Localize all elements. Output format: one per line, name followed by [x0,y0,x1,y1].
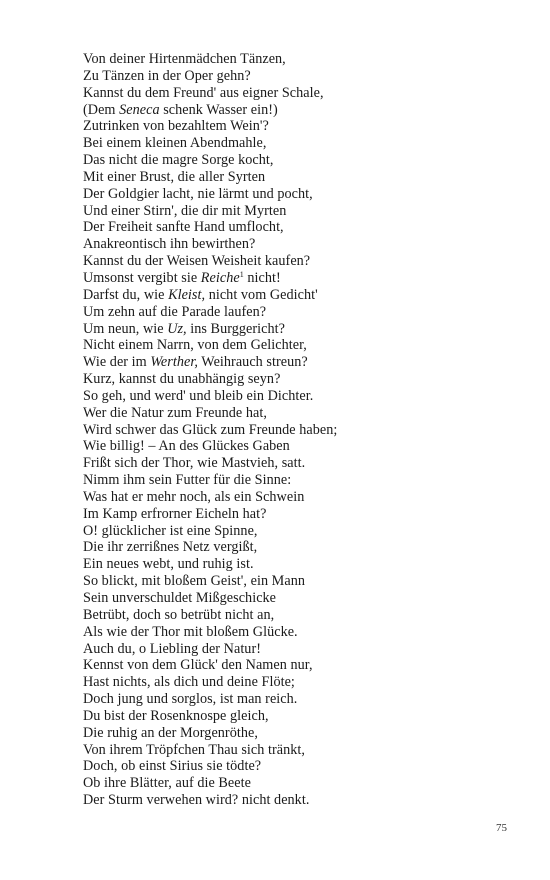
poem-line [83,539,337,556]
line-text: Kannst du dem Freund' aus eigner Schale, [83,84,324,101]
line-text: Hast nichts, als dich und deine Flöte; [83,674,295,691]
poem-line [83,270,337,287]
line-text: Betrübt, doch so betrübt nicht an, [83,606,275,623]
line-text: Auch du, o Liebling der Natur! [83,640,262,657]
poem-line [83,51,337,68]
poem-line [83,152,337,169]
poem-line [83,337,337,354]
poem-line [83,775,337,792]
line-text: Kannst du der Weisen Weisheit kaufen? [83,253,311,270]
poem-line [83,219,337,236]
line-text: Um neun, wie [83,320,168,337]
poem-line [83,135,337,152]
italic-name: Werther, [150,354,198,371]
poem-line [83,388,337,405]
line-text: (Dem [83,101,120,118]
line-text: Im Kamp erfrorner Eicheln hat? [83,505,267,522]
line-text: Der Sturm verwehen wird? nicht denkt. [83,792,310,809]
line-text: Als wie der Thor mit bloßem Glücke. [83,623,298,640]
line-text: Nicht einem Narrn, von dem Gelichter, [83,337,307,354]
line-text: So geh, und werd' und bleib ein Dichter. [83,387,314,404]
poem-line [83,523,337,540]
line-text: nicht vom Gedicht' [205,286,318,303]
line-text: Darfst du, wie [83,286,169,303]
line-text: Umsonst vergibt sie [83,269,201,286]
line-text: Der Goldgier lacht, nie lärmt und pocht, [83,185,313,202]
footnote-marker: 1 [239,269,244,279]
line-text: Der Freiheit sanfte Hand umflocht, [83,219,284,236]
poem-line [83,371,337,388]
poem-line [83,573,337,590]
poem-line [83,590,337,607]
poem-line [83,489,337,506]
line-text: O! glücklicher ist eine Spinne, [83,522,258,539]
line-text: nicht! [243,269,281,286]
line-text: Kennst von dem Glück' den Namen nur, [83,657,313,674]
poem-line [83,758,337,775]
poem-line [83,321,337,338]
line-text: Doch, ob einst Sirius sie tödte? [83,758,262,775]
line-text: Ob ihre Blätter, auf die Beete [83,775,251,792]
line-text: Von deiner Hirtenmädchen Tänzen, [83,51,286,67]
poem-line [83,287,337,304]
line-text: Zu Tänzen in der Oper gehn? [83,67,251,84]
poem-line [83,691,337,708]
poem-line [83,792,337,809]
italic-name: Seneca [119,101,160,118]
poem-line [83,68,337,85]
line-text: So blickt, mit bloßem Geist', ein Mann [83,573,305,590]
line-text: Weihrauch streun? [197,354,308,371]
poem-line [83,674,337,691]
line-text: Wer die Natur zum Freunde hat, [83,404,267,421]
line-text: ins Burggericht? [186,320,285,337]
line-text: Du bist der Rosenknospe gleich, [83,707,269,724]
poem-line [83,641,337,658]
page-number: 75 [496,822,507,834]
line-text: Sein unverschuldet Mißgeschicke [83,590,277,606]
poem-line [83,742,337,759]
line-text: Wie der im [83,354,151,371]
line-text: Zutrinken von bezahltem Wein'? [83,118,269,135]
line-text: schenk Wasser ein!) [159,101,278,118]
line-text: Die ruhig an der Morgenröthe, [83,724,258,741]
italic-name: Kleist, [168,286,206,303]
poem-line [83,657,337,674]
poem-line [83,607,337,624]
line-text: Was hat er mehr noch, als ein Schwein [83,488,305,505]
poem-line [83,624,337,641]
poem-line [83,455,337,472]
line-text: Anakreontisch ihn bewirthen? [83,236,256,253]
poem-line [83,556,337,573]
poem-line [83,253,337,270]
poem-text [83,51,337,809]
poem-line [83,472,337,489]
line-text: Wie billig! – An des Glückes Gaben [83,438,290,455]
line-text: Das nicht die magre Sorge kocht, [83,152,274,169]
poem-line [83,405,337,422]
poem-line [83,304,337,321]
poem-line [83,354,337,371]
line-text: Nimm ihm sein Futter für die Sinne: [83,472,292,489]
poem-line [83,102,337,119]
line-text: Ein neues webt, und ruhig ist. [83,556,254,573]
italic-name: Reiche [200,269,240,286]
italic-name: Uz, [167,320,187,337]
line-text: Wird schwer das Glück zum Freunde haben; [83,421,338,438]
line-text: Mit einer Brust, die aller Syrten [83,168,266,185]
line-text: Und einer Stirn', die dir mit Myrten [83,202,287,219]
poem-line [83,169,337,186]
poem-line [83,118,337,135]
poem-line [83,438,337,455]
line-text: Kurz, kannst du unabhängig seyn? [83,371,281,388]
line-text: Doch jung und sorglos, ist man reich. [83,691,298,708]
line-text: Die ihr zerrißnes Netz vergißt, [83,539,258,556]
poem-line [83,85,337,102]
poem-line [83,186,337,203]
poem-line [83,708,337,725]
line-text: Frißt sich der Thor, wie Mastvieh, satt. [83,455,306,472]
line-text: Von ihrem Tröpfchen Thau sich tränkt, [83,741,305,758]
poem-line [83,422,337,439]
poem-line [83,203,337,220]
line-text: Um zehn auf die Parade laufen? [83,303,267,320]
poem-line [83,236,337,253]
poem-line [83,725,337,742]
poem-line [83,506,337,523]
line-text: Bei einem kleinen Abendmahle, [83,135,267,152]
